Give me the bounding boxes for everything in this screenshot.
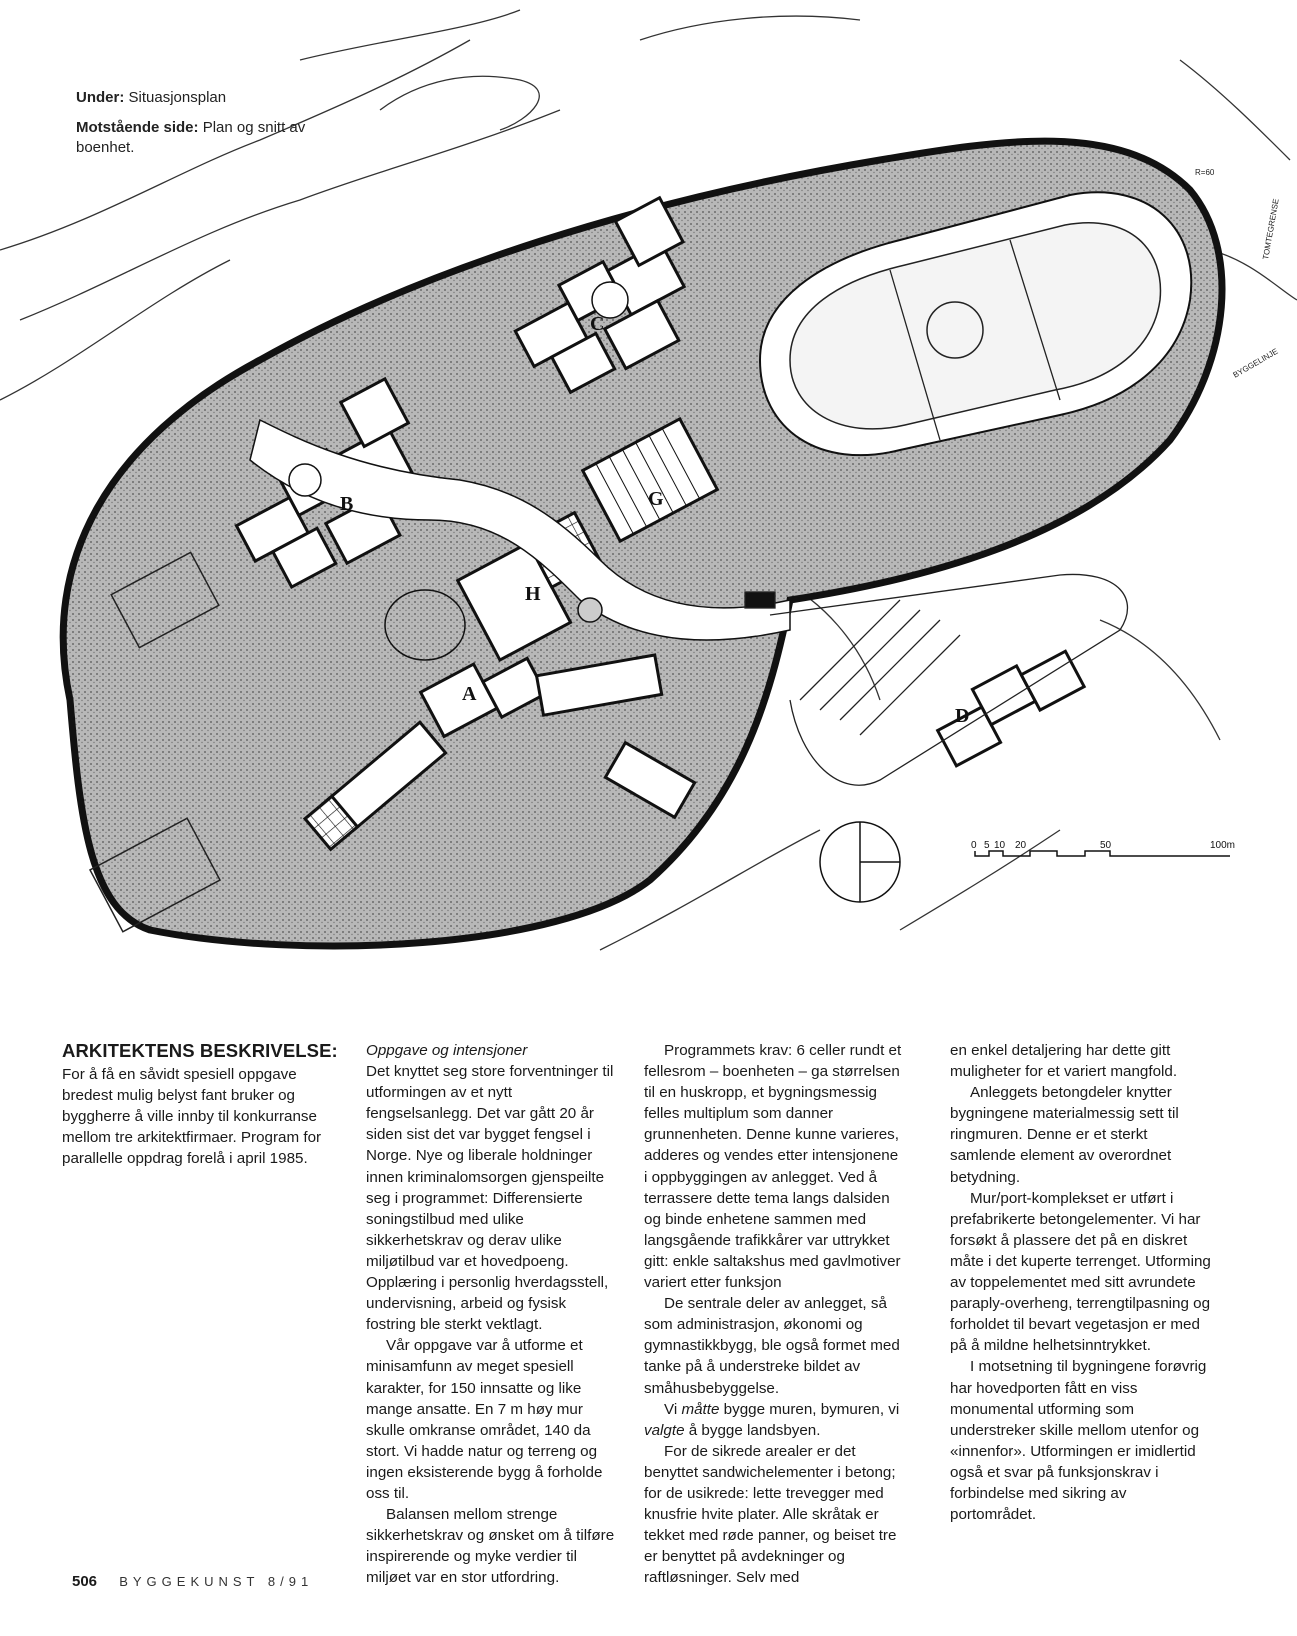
north-symbol — [820, 822, 900, 902]
page-number: 506 — [72, 1573, 98, 1590]
figure-caption — [76, 88, 326, 168]
paragraph: De sentrale deler av anlegget, så som administrasjon, økonomi og gymnastikkbygg, ble også formet med tanke på å understreke bildet av småhusbebyggelse. — [644, 1295, 900, 1397]
article-column-1 — [62, 1040, 340, 1169]
svg-text:10: 10 — [994, 840, 1006, 851]
paragraph: Balansen mellom strenge sikkerhetskrav og ønsket om å tilføre inspirerende og myke verdier til miljøet var en stor utfordring. — [366, 1506, 615, 1587]
page-footer — [72, 1573, 313, 1590]
paragraph: Vi måtte bygge muren, bymuren, vi valgte å bygge landsbyen. — [644, 1400, 900, 1439]
svg-text:100m: 100m — [1210, 840, 1236, 851]
scale-bar — [971, 840, 1235, 856]
svg-text:50: 50 — [1100, 840, 1112, 851]
magazine-issue: BYGGEKUNST 8/91 — [119, 1574, 314, 1589]
label-c: C — [590, 313, 605, 335]
paragraph: en enkel detaljering har dette gitt muligheter for et variert mangfold. — [950, 1042, 1178, 1081]
paragraph: Vår oppgave var å utforme et minisamfunn av meget spesiell karakter, for 150 innsatte og like mange ansatte. En 7 m høy mur skulle omkranse området, 140 da stort. Vi hadde natur og terreng og ingen eksisterende bygg å forholde oss til. — [366, 1337, 603, 1502]
svg-text:0: 0 — [971, 840, 977, 851]
paragraph: For de sikrede arealer er det benyttet sandwichelementer i betong; for de usikrede: lette trevegger med knusfrie hvite plater. Alle skråtak er tekket med røde panner, og beiset tre er benyttet på avdekninger og raftløsninger. Selv med — [644, 1442, 897, 1587]
caption-opposite: Motstående side: Plan og snitt av boenhet. — [76, 119, 306, 156]
article-intro: For å få en såvidt spesiell oppgave bredest mulig belyst fant bruker og byggherre å ville innby til konkurranse mellom tre arkitektfirmaer. Program for parallelle oppdrag forelå i april 1985. — [62, 1066, 322, 1168]
caption-under: Under: Situasjonsplan — [76, 89, 227, 106]
article-heading: ARKITEKTENS BESKRIVELSE: — [62, 1040, 338, 1061]
paragraph: Anleggets betongdeler knytter bygningene materialmessig sett til ringmuren. Denne er et sterkt samlende element av overordnet betydning. — [950, 1084, 1179, 1186]
paragraph: Mur/port-komplekset er utført i prefabrikerte betongelementer. Vi har forsøkt å plassere det på en diskret måte i det kuperte terrenget. Utforming av toppelementet med sitt avrundete paraply-overheng, terrengtilpasning og forholdet til bevart vegetasjon er med på å mildne helhetsinntrykket. — [950, 1189, 1211, 1355]
label-g: G — [648, 488, 664, 510]
paragraph: Programmets krav: 6 celler rundt et fellesrom – boenheten – ga størrelsen til en huskropp, et bygningsmessig felles multiplum som danner grunnenheten. Denne kunne varieres, adderes og vendes etter intensjonene i oppbyggingen av anlegget. Ved å terrassere dette tema langs dalsiden og binde enhetene sammen med langsgående trafikkårer var uttrykket gitt: enkle saltakshus med gavlmotiver variert etter funksjon — [644, 1042, 902, 1292]
paragraph: Det knyttet seg store forventninger til utformingen av et nytt fengselsanlegg. Det var gått 20 år siden sist det var bygget fengsel i Norge. Nye og liberale holdninger innen kriminalomsorgen gjenspeilte seg i programmet: Differensierte soningstilbud med ulike sikkerhetskrav og derav ulike miljøtilbud var et hovedpoeng. Opplæring i personlig hverdagsstell, undervisning, arbeid og fysisk fostring ble sterkt vektlagt. — [366, 1063, 614, 1334]
svg-text:20: 20 — [1015, 840, 1027, 851]
label-b: B — [340, 493, 354, 515]
svg-text:5: 5 — [984, 840, 990, 851]
label-h: H — [525, 583, 541, 605]
label-d: D — [955, 705, 970, 727]
label-a: A — [462, 683, 477, 705]
property-line-annotation: TOMTEGRENSE — [1261, 198, 1281, 261]
article-column-2 — [366, 1040, 616, 1588]
article-subheading: Oppgave og intensjoner — [366, 1042, 528, 1059]
article-column-3 — [644, 1040, 902, 1588]
paragraph: I motsetning til bygningene forøvrig har hovedporten fått en viss monumental utforming som understreker skille mellom utenfor og «innenfor». Utformingen er imidlertid også et svar på funksjonskrav i forbindelse med sikring av portområdet. — [950, 1358, 1207, 1524]
building-line-annotation: BYGGELINJE — [1231, 346, 1280, 380]
radius-annotation: R=60 — [1195, 168, 1215, 177]
article-column-4 — [950, 1040, 1212, 1525]
